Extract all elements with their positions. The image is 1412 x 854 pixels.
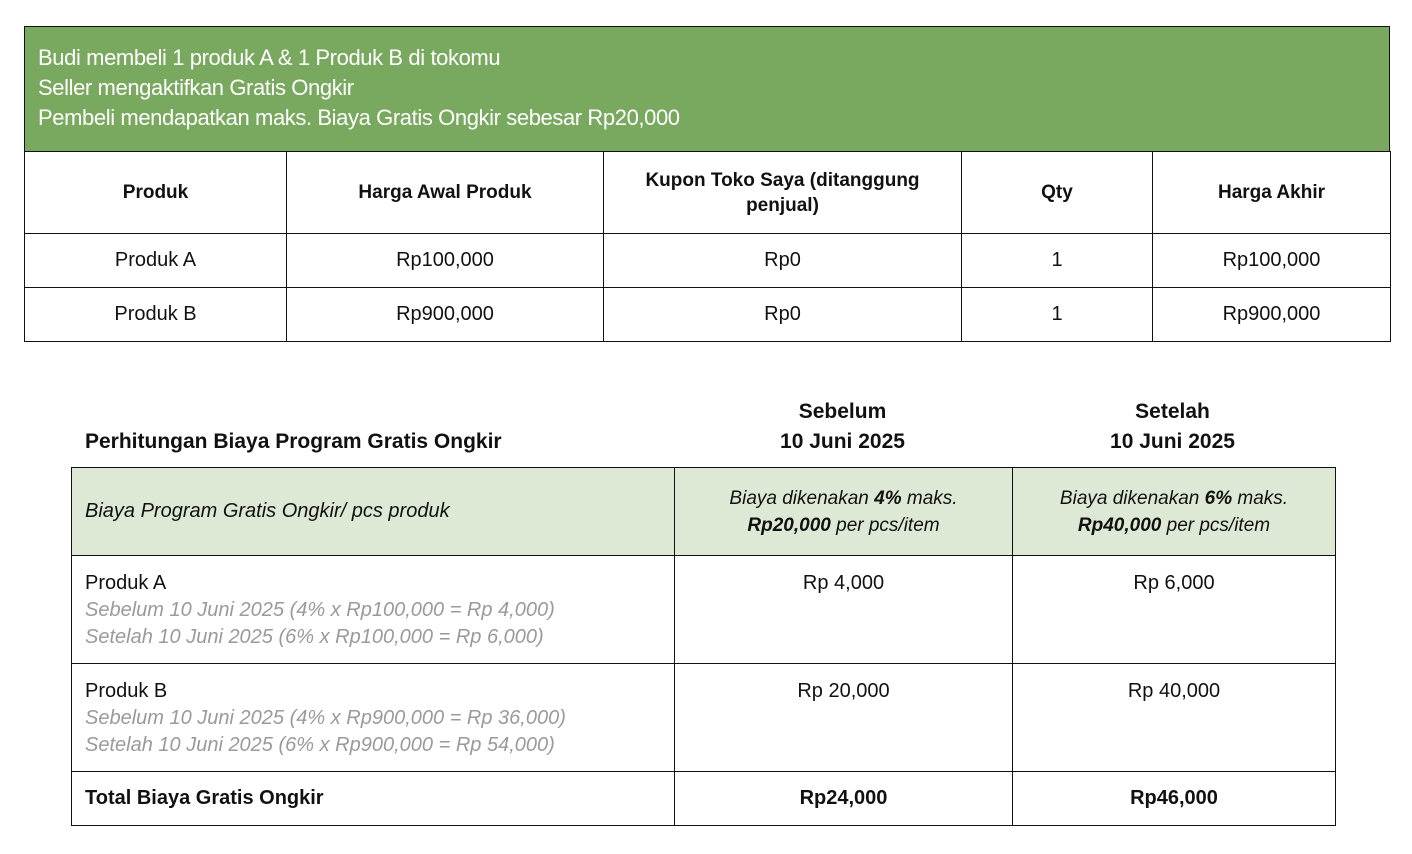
total-before: Rp24,000 [675, 772, 1013, 826]
cell-produk: Produk A [25, 234, 287, 288]
banner-line-1: Budi membeli 1 produk A & 1 Produk B di tokomu [38, 45, 501, 70]
rate-text: maks. [1232, 487, 1289, 509]
col-header-kupon: Kupon Toko Saya (ditanggung penjual) [604, 152, 962, 234]
rate-text: per pcs/item [1161, 514, 1271, 536]
calc-note-after: Setelah 10 Juni 2025 (6% x Rp100,000 = Rp 6,000) [85, 626, 544, 648]
calc-note-before: Sebelum 10 Juni 2025 (4% x Rp900,000 = Rp 36,000) [85, 707, 566, 729]
cell-qty: 1 [962, 288, 1153, 342]
rate-percent: 4% [874, 487, 902, 509]
table-row [25, 288, 1391, 342]
cell-kupon: Rp0 [604, 288, 962, 342]
after-label: Setelah [1135, 400, 1210, 423]
purchase-summary [24, 26, 1390, 342]
products-table [24, 151, 1391, 342]
col-header-harga-akhir: Harga Akhir [1153, 152, 1391, 234]
total-after: Rp46,000 [1013, 772, 1336, 826]
table-row [72, 556, 1336, 664]
cell-harga-awal: Rp100,000 [287, 234, 604, 288]
col-header-produk: Produk [25, 152, 287, 234]
calc-title: Perhitungan Biaya Program Gratis Ongkir [85, 430, 502, 453]
rate-max: Rp20,000 [747, 514, 831, 536]
cell-harga-akhir: Rp900,000 [1153, 288, 1391, 342]
after-value: Rp 40,000 [1013, 664, 1336, 772]
after-date-header [1011, 397, 1334, 457]
product-name: Produk B [85, 680, 168, 702]
col-header-harga-awal: Harga Awal Produk [287, 152, 604, 234]
total-label: Total Biaya Gratis Ongkir [72, 772, 675, 826]
fee-rate-row [72, 468, 1336, 556]
after-rate [1013, 468, 1336, 556]
banner-line-3: Pembeli mendapatkan maks. Biaya Gratis Ongkir sebesar Rp20,000 [38, 105, 680, 130]
rate-text: Biaya dikenakan [729, 487, 875, 509]
before-label: Sebelum [798, 400, 887, 423]
total-row [72, 772, 1336, 826]
rate-max: Rp40,000 [1077, 514, 1162, 536]
before-date: 10 Juni 2025 [780, 430, 905, 453]
calc-note-after: Setelah 10 Juni 2025 (6% x Rp900,000 = Rp 54,000) [85, 734, 555, 756]
after-value: Rp 6,000 [1013, 556, 1336, 664]
rate-percent: 6% [1204, 487, 1233, 509]
cell-harga-akhir: Rp100,000 [1153, 234, 1391, 288]
cell-produk: Produk B [25, 288, 287, 342]
calc-note-before: Sebelum 10 Juni 2025 (4% x Rp100,000 = Rp 4,000) [85, 599, 555, 621]
product-name: Produk A [85, 572, 167, 594]
fee-calculation-table [71, 467, 1336, 826]
before-value: Rp 4,000 [675, 556, 1013, 664]
before-rate [675, 468, 1013, 556]
after-date: 10 Juni 2025 [1110, 430, 1235, 453]
product-cell [72, 664, 675, 772]
rate-text: maks. [901, 487, 958, 509]
products-table-header [25, 152, 1391, 234]
before-date-header [674, 397, 1011, 457]
banner-line-2: Seller mengaktifkan Gratis Ongkir [38, 75, 354, 100]
before-value: Rp 20,000 [675, 664, 1013, 772]
cell-harga-awal: Rp900,000 [287, 288, 604, 342]
table-row [72, 664, 1336, 772]
table-row [25, 234, 1391, 288]
fee-label: Biaya Program Gratis Ongkir/ pcs produk [72, 468, 675, 556]
col-header-qty: Qty [962, 152, 1153, 234]
rate-text: Biaya dikenakan [1059, 487, 1205, 509]
scenario-banner [24, 26, 1390, 151]
rate-text: per pcs/item [830, 514, 940, 536]
cell-qty: 1 [962, 234, 1153, 288]
cell-kupon: Rp0 [604, 234, 962, 288]
product-cell [72, 556, 675, 664]
